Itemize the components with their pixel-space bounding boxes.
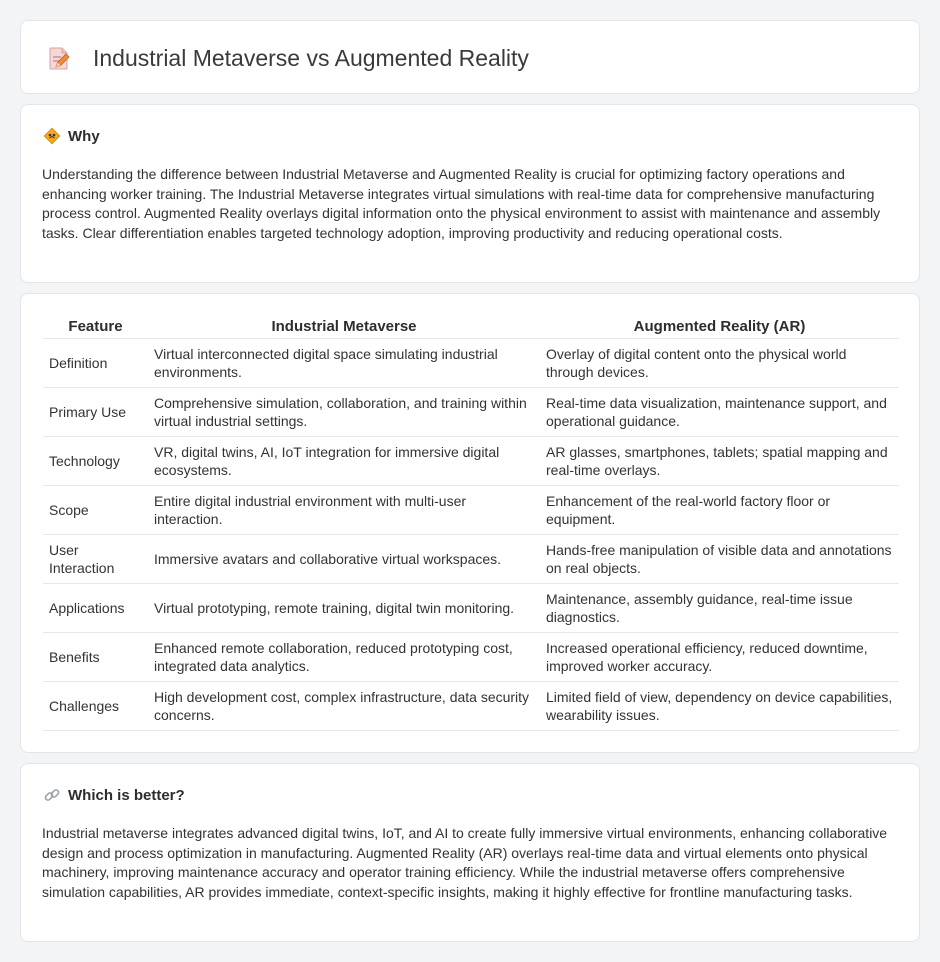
comparison-table — [43, 316, 899, 731]
why-heading: Why — [68, 127, 100, 145]
metaverse-cell: Virtual interconnected digital space simulating industrial environments. — [148, 338, 540, 387]
metaverse-cell: Entire digital industrial environment with multi-user interaction. — [148, 485, 540, 534]
feature-cell: Applications — [43, 583, 148, 632]
feature-cell: Challenges — [43, 681, 148, 730]
table-row — [43, 632, 899, 681]
why-section — [20, 104, 920, 283]
diamond-sign-icon — [43, 127, 61, 145]
metaverse-cell: Enhanced remote collaboration, reduced prototyping cost, integrated data analytics. — [148, 632, 540, 681]
ar-cell: Increased operational efficiency, reduced downtime, improved worker accuracy. — [540, 632, 899, 681]
ar-cell: AR glasses, smartphones, tablets; spatial mapping and real-time overlays. — [540, 436, 899, 485]
header-feature: Feature — [43, 316, 148, 338]
table-row — [43, 681, 899, 730]
metaverse-cell: Virtual prototyping, remote training, digital twin monitoring. — [148, 583, 540, 632]
metaverse-cell: Immersive avatars and collaborative virtual workspaces. — [148, 534, 540, 583]
table-row — [43, 583, 899, 632]
feature-cell: Scope — [43, 485, 148, 534]
metaverse-cell: High development cost, complex infrastructure, data security concerns. — [148, 681, 540, 730]
ar-cell: Enhancement of the real-world factory floor or equipment. — [540, 485, 899, 534]
which-better-heading: Which is better? — [68, 786, 185, 804]
feature-cell: User Interaction — [43, 534, 148, 583]
feature-cell: Definition — [43, 338, 148, 387]
table-row — [43, 387, 899, 436]
feature-cell: Technology — [43, 436, 148, 485]
table-row — [43, 436, 899, 485]
ar-cell: Real-time data visualization, maintenance support, and operational guidance. — [540, 387, 899, 436]
ar-cell: Hands-free manipulation of visible data and annotations on real objects. — [540, 534, 899, 583]
comparison-card — [20, 293, 920, 753]
table-header-row — [43, 316, 899, 338]
table-row — [43, 338, 899, 387]
which-better-section — [20, 763, 920, 942]
table-row — [43, 534, 899, 583]
link-icon — [43, 786, 61, 804]
why-body: Understanding the difference between Industrial Metaverse and Augmented Reality is crucial for optimizing factory operations and enhancing worker training. The Industrial Metaverse integrates virtual simulations with real-time data for comprehensive manufacturing process control. Augmented Reality overlays digital information onto the physical environment to assist with maintenance and assembly tasks. Clear differentiation enables targeted technology adoption, improving productivity and reducing operational costs. — [42, 166, 881, 241]
metaverse-cell: VR, digital twins, AI, IoT integration for immersive digital ecosystems. — [148, 436, 540, 485]
header-industrial-metaverse: Industrial Metaverse — [148, 316, 540, 338]
ar-cell: Maintenance, assembly guidance, real-time issue diagnostics. — [540, 583, 899, 632]
ar-cell: Overlay of digital content onto the physical world through devices. — [540, 338, 899, 387]
metaverse-cell: Comprehensive simulation, collaboration, and training within virtual industrial settings. — [148, 387, 540, 436]
title-card — [20, 20, 920, 94]
page-title: Industrial Metaverse vs Augmented Reality — [93, 44, 529, 71]
header-augmented-reality: Augmented Reality (AR) — [540, 316, 899, 338]
feature-cell: Primary Use — [43, 387, 148, 436]
ar-cell: Limited field of view, dependency on device capabilities, wearability issues. — [540, 681, 899, 730]
feature-cell: Benefits — [43, 632, 148, 681]
table-row — [43, 485, 899, 534]
which-better-body: Industrial metaverse integrates advanced digital twins, IoT, and AI to create fully immersive virtual environments, enhancing collaborative design and process optimization in manufacturing. Augmented Reality (AR) overlays real-time data and virtual elements onto physical machinery, improving maintenance accuracy and operator training efficiency. While the industrial metaverse offers comprehensive simulation capabilities, AR provides immediate, context-specific insights, making it highly effective for frontline manufacturing tasks. — [42, 825, 888, 900]
document-pencil-icon — [47, 44, 71, 72]
